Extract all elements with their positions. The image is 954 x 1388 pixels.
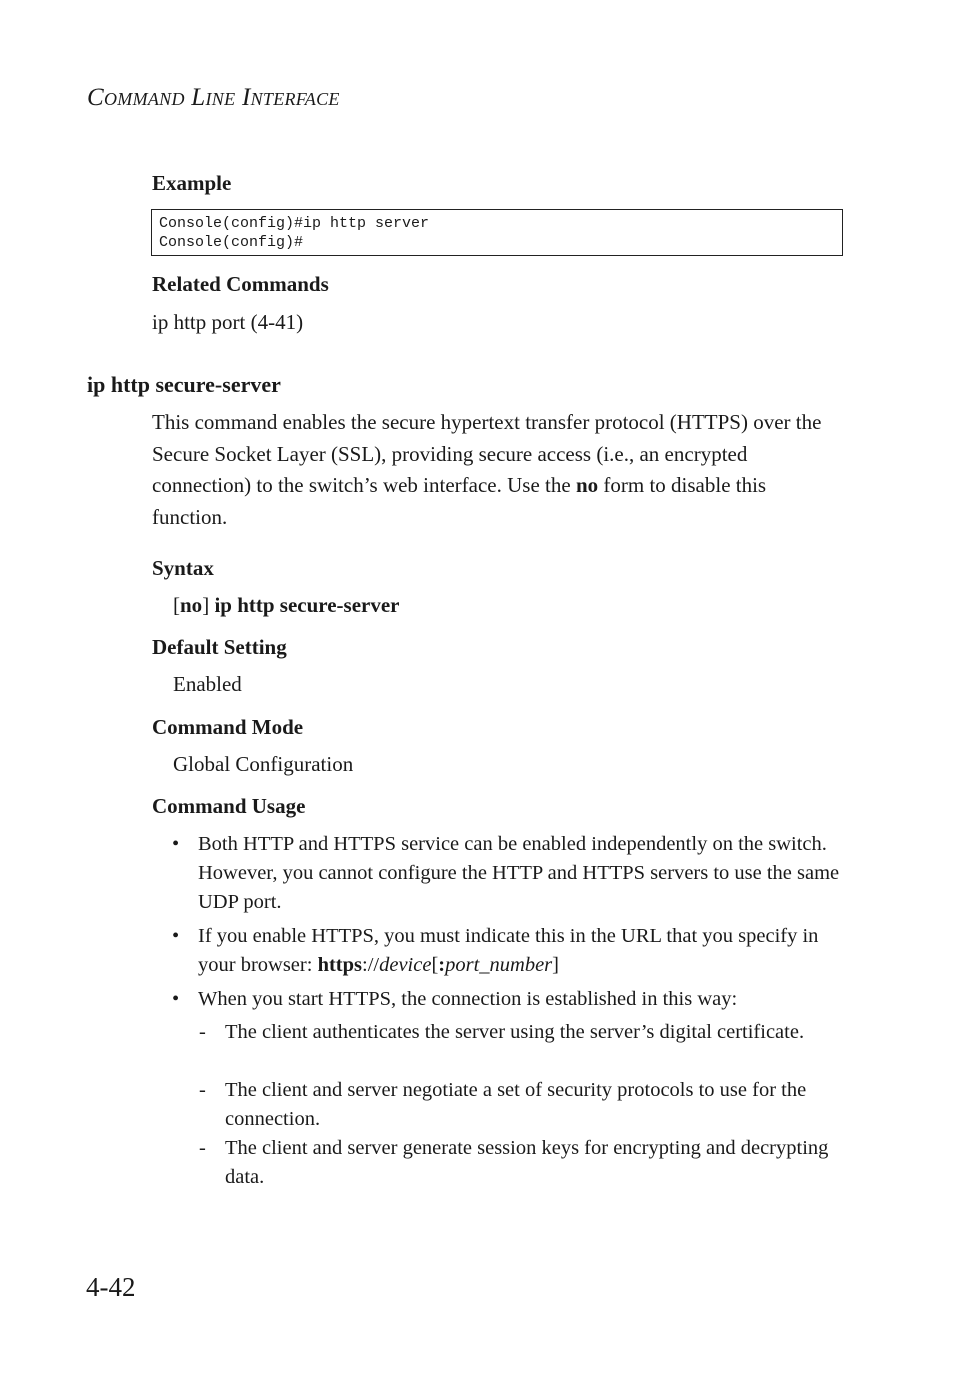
default-setting-heading: Default Setting bbox=[152, 635, 287, 659]
code-line: Console(config)# bbox=[159, 234, 304, 251]
syntax-bracket-close: ] bbox=[202, 593, 215, 617]
url-port: port_number bbox=[445, 954, 553, 976]
command-description bbox=[152, 407, 842, 533]
url-scheme: https bbox=[317, 954, 362, 976]
step-marker: - bbox=[199, 1079, 206, 1101]
step-text: The client authenticates the server using the server’s digital certificate. bbox=[225, 1021, 805, 1043]
url-bracket-open: [ bbox=[431, 954, 439, 976]
url-separator: :// bbox=[362, 954, 380, 976]
page-number: 4-42 bbox=[86, 1272, 136, 1302]
default-setting-value: Enabled bbox=[173, 672, 242, 696]
url-device: device bbox=[379, 954, 432, 976]
bullet-marker: • bbox=[172, 988, 180, 1010]
step-marker: - bbox=[199, 1137, 206, 1159]
example-heading: Example bbox=[152, 171, 232, 195]
usage-step bbox=[199, 1134, 844, 1192]
usage-step bbox=[199, 1018, 844, 1047]
bullet-text: Both HTTP and HTTPS service can be enabled independently on the switch. However, you cannot configure the HTTP and HTTPS servers to use the same UDP port. bbox=[198, 833, 840, 913]
bullet-marker: • bbox=[172, 925, 180, 947]
code-example bbox=[151, 209, 843, 256]
description-text: This command enables the secure hypertext transfer protocol (HTTPS) over the Secure Socket Layer (SSL), providing secure access (i.e., an encrypted connection) to the switch’s web interface. Use the bbox=[152, 410, 822, 497]
url-colon: : bbox=[438, 954, 446, 976]
running-head: Command Line Interface bbox=[87, 84, 340, 111]
bullet-text: When you start HTTPS, the connection is established in this way: bbox=[198, 988, 738, 1010]
bullet-text-prefix: If you enable HTTPS, you must indicate this in the URL that you specify in your browser: bbox=[198, 925, 819, 976]
command-mode-value: Global Configuration bbox=[173, 752, 354, 776]
usage-step bbox=[199, 1076, 844, 1134]
usage-bullet bbox=[172, 985, 844, 1014]
command-mode-heading: Command Mode bbox=[152, 715, 304, 739]
step-text: The client and server generate session keys for encrypting and decrypting data. bbox=[225, 1137, 829, 1188]
step-text: The client and server negotiate a set of security protocols to use for the connection. bbox=[225, 1079, 807, 1130]
command-title: ip http secure-server bbox=[87, 372, 281, 397]
step-marker: - bbox=[199, 1021, 206, 1043]
command-usage-heading: Command Usage bbox=[152, 794, 306, 818]
bullet-text bbox=[198, 922, 844, 980]
url-bracket-close: ] bbox=[552, 954, 559, 976]
syntax-command: ip http secure-server bbox=[214, 593, 400, 617]
usage-bullet bbox=[172, 830, 844, 917]
usage-bullet bbox=[172, 922, 844, 980]
related-command-link: ip http port (4-41) bbox=[152, 310, 304, 334]
description-text-end: form to disable this function. bbox=[152, 473, 767, 529]
syntax-heading: Syntax bbox=[152, 556, 214, 580]
syntax-line bbox=[173, 590, 400, 621]
syntax-bracket-open: [ bbox=[173, 593, 180, 617]
syntax-no-keyword: no bbox=[180, 593, 203, 617]
related-commands-heading: Related Commands bbox=[152, 272, 329, 296]
code-line: Console(config)#ip http server bbox=[159, 215, 430, 232]
bullet-marker: • bbox=[172, 833, 180, 855]
description-no-keyword: no bbox=[575, 473, 599, 497]
